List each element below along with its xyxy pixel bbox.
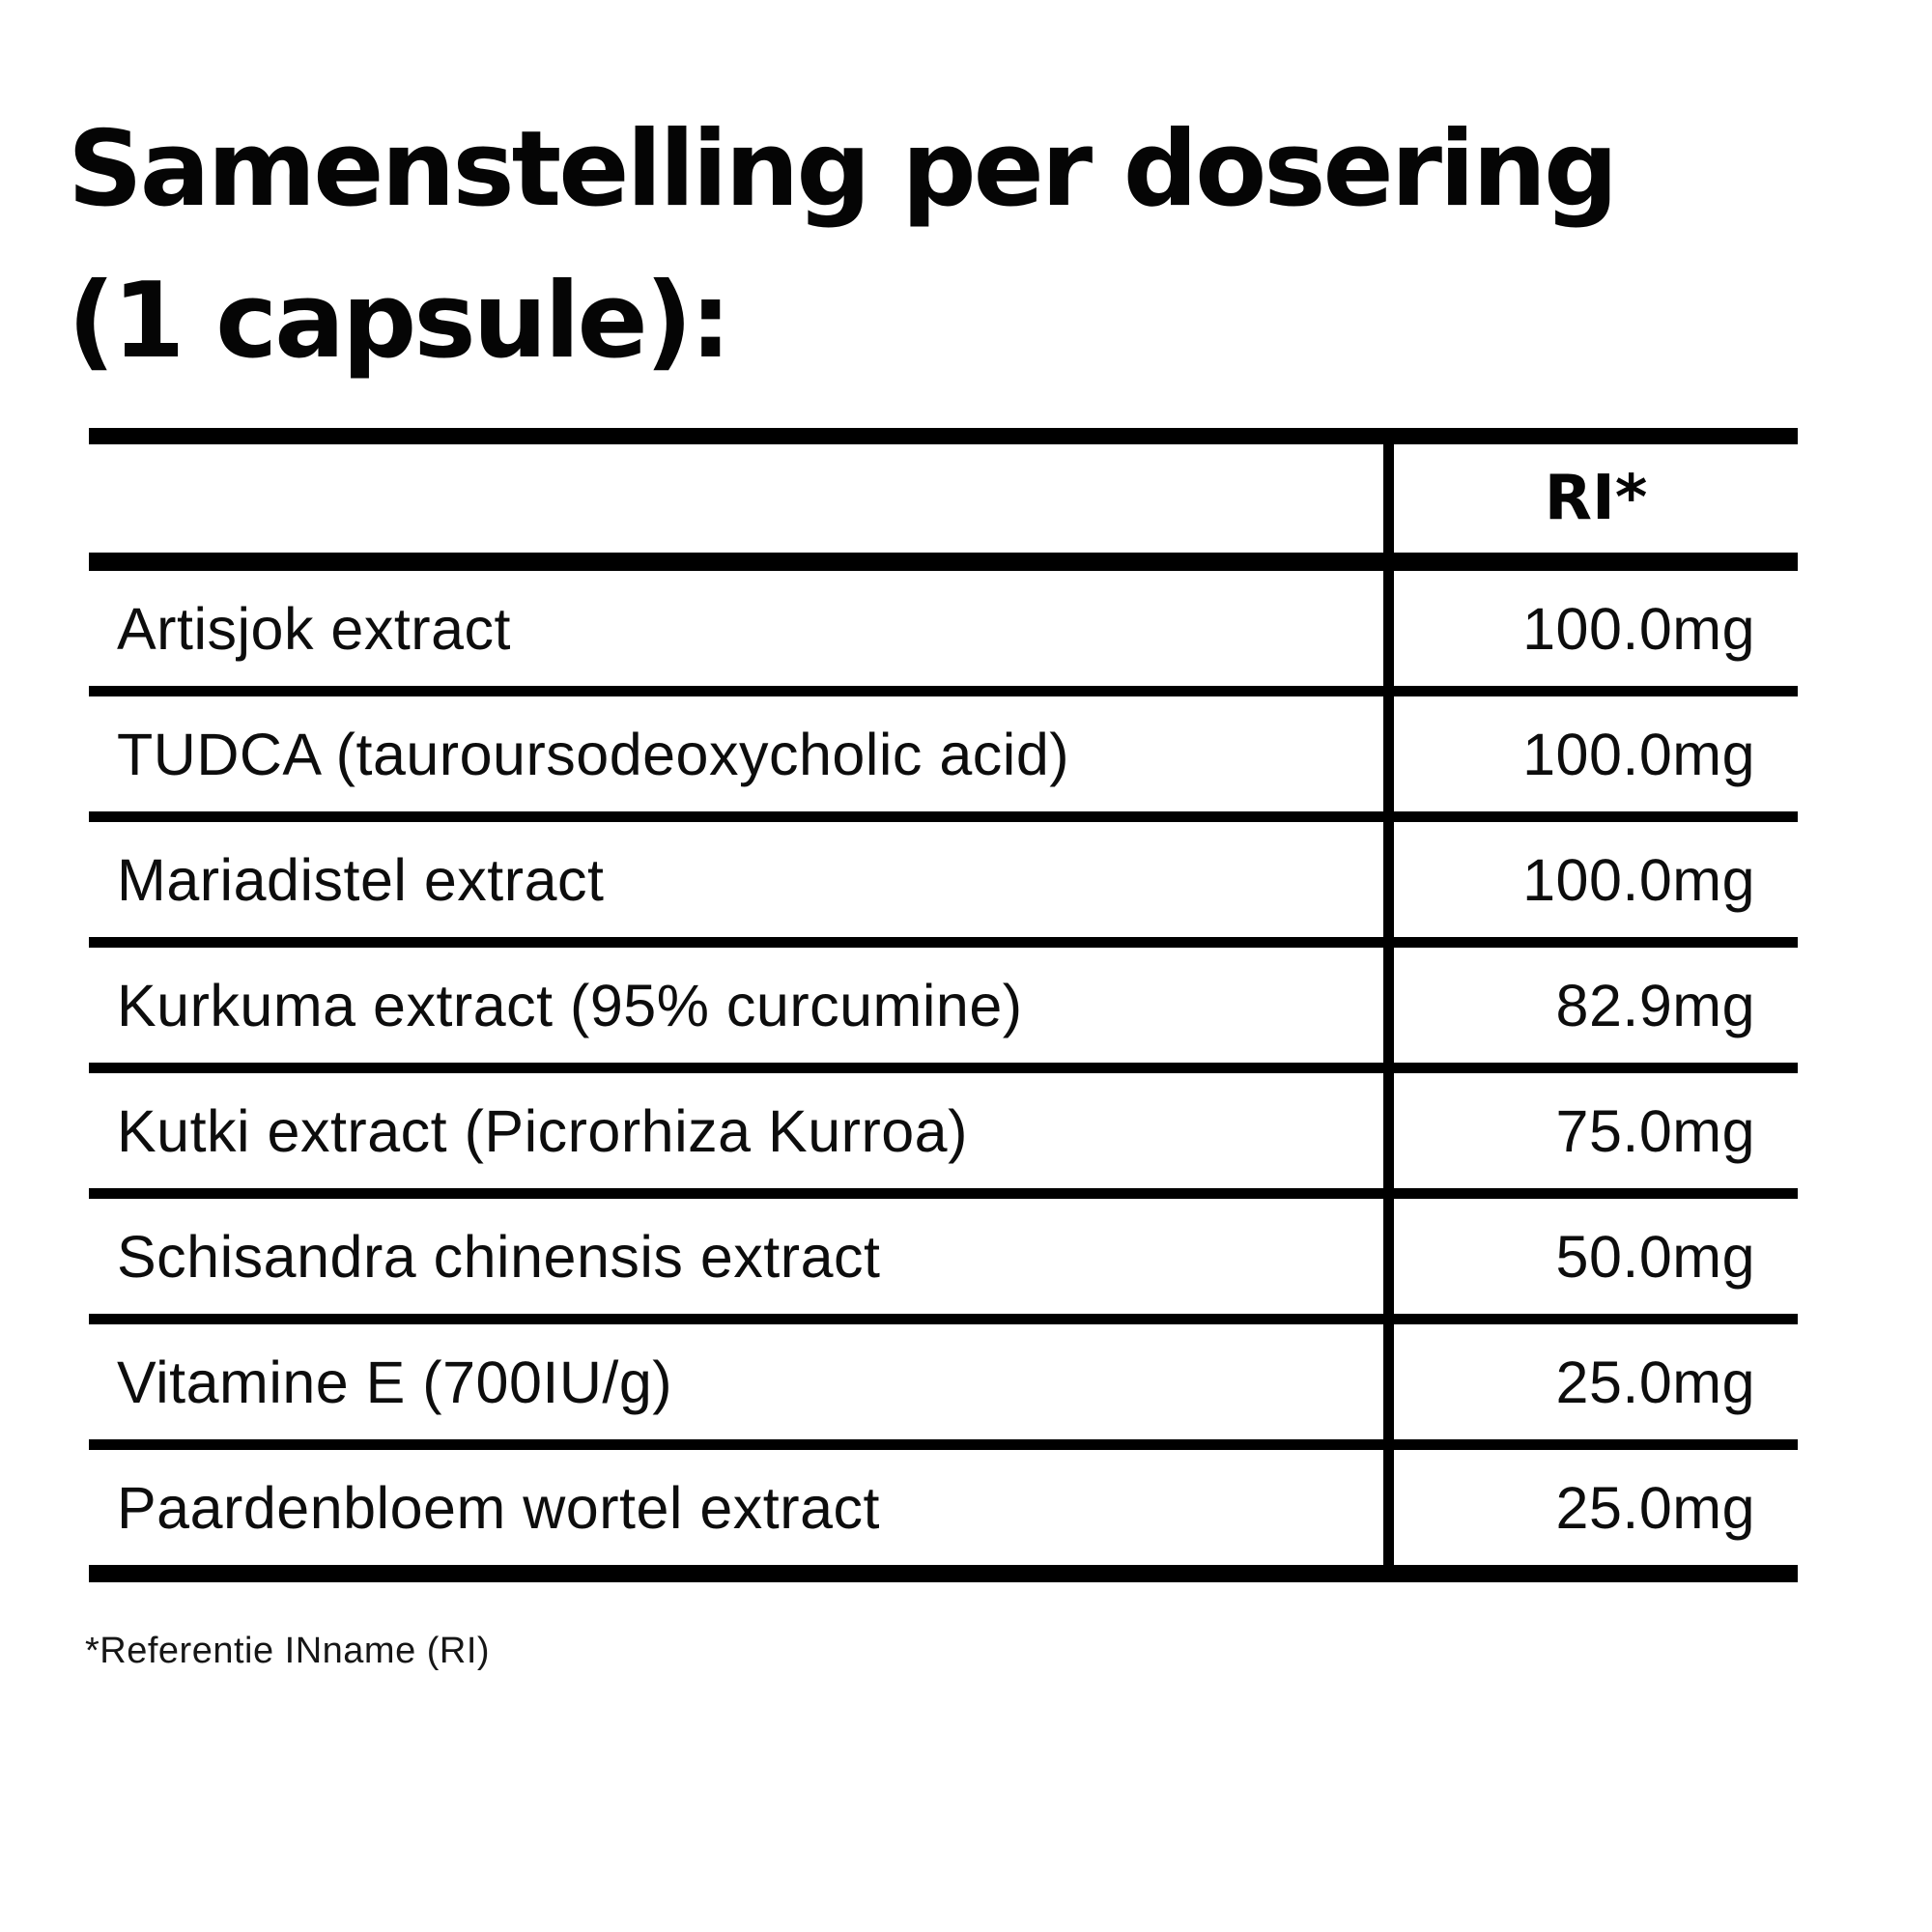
ingredient-amount: 100.0mg: [1522, 721, 1755, 787]
table-row: [89, 696, 1798, 822]
page-title-line1: Samenstelling per dosering: [68, 109, 1616, 230]
footnote: *Referentie INname (RI): [85, 1631, 491, 1671]
ingredient-amount: 82.9mg: [1555, 972, 1755, 1038]
ingredient-name: Schisandra chinensis extract: [117, 1223, 881, 1290]
ingredient-amount: 100.0mg: [1522, 595, 1755, 662]
header-name-cell: [89, 444, 1394, 553]
table-row: [89, 1450, 1798, 1565]
table-body: [89, 571, 1798, 1565]
table-header-row: [89, 444, 1798, 571]
page-title: [68, 95, 1615, 397]
ingredient-amount: 100.0mg: [1522, 846, 1755, 913]
ingredient-name: TUDCA (tauroursodeoxycholic acid): [117, 721, 1070, 787]
table-row: [89, 948, 1798, 1073]
ingredient-name: Artisjok extract: [117, 595, 511, 662]
table-row: [89, 1073, 1798, 1199]
table-row: [89, 822, 1798, 948]
ingredient-amount: 25.0mg: [1555, 1474, 1755, 1541]
column-divider: [1383, 444, 1394, 1565]
ingredient-amount: 50.0mg: [1555, 1223, 1755, 1290]
table-row: [89, 1324, 1798, 1450]
ingredient-amount: 75.0mg: [1555, 1097, 1755, 1164]
ingredient-name: Kurkuma extract (95% curcumine): [117, 972, 1023, 1038]
ingredient-name: Mariadistel extract: [117, 846, 605, 913]
header-ri-label: RI*: [1544, 463, 1648, 534]
ingredient-name: Vitamine E (700IU/g): [117, 1349, 673, 1415]
ingredient-amount: 25.0mg: [1555, 1349, 1755, 1415]
table-row: [89, 1199, 1798, 1324]
ingredient-name: Kutki extract (Picrorhiza Kurroa): [117, 1097, 968, 1164]
table-row: [89, 571, 1798, 696]
ingredient-name: Paardenbloem wortel extract: [117, 1474, 880, 1541]
composition-table: [89, 428, 1798, 1582]
page-title-line2: (1 capsule):: [68, 260, 729, 382]
